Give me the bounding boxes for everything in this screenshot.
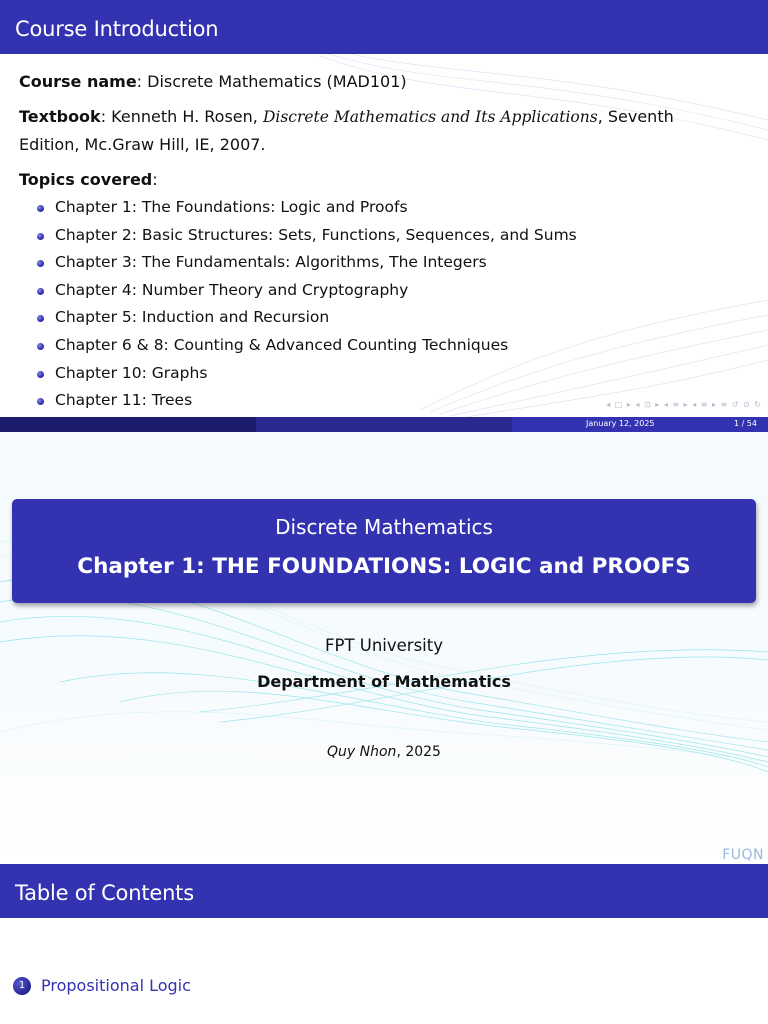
textbook-title: Discrete Mathematics and Its Applications	[262, 108, 598, 126]
frame-title-bar	[0, 864, 768, 918]
navigation-symbols[interactable]: ◂ □ ▸ ◂ ⊡ ▸ ◂ ≡ ▸ ◂ ≡ ▸ ≡ ↺ ⊙ ↻	[606, 400, 762, 409]
topic-text: Chapter 6 & 8: Counting & Advanced Counting Techniques	[55, 335, 509, 354]
topic-text: Chapter 1: The Foundations: Logic and Proofs	[55, 198, 408, 216]
frame-title: Table of Contents	[15, 881, 194, 905]
bullet-icon	[37, 343, 44, 350]
list-item	[19, 194, 759, 222]
bullet-icon	[37, 288, 44, 295]
bullet-icon	[37, 315, 44, 322]
slide-table-of-contents	[0, 864, 768, 1024]
topic-text: Chapter 11: Trees	[55, 391, 193, 410]
topics-label: Topics covered	[19, 170, 153, 189]
list-item	[19, 304, 759, 332]
year: , 2025	[396, 744, 441, 760]
topic-text: Chapter 3: The Fundamentals: Algorithms, The Integers	[55, 253, 487, 272]
topics-list	[19, 194, 759, 415]
list-item	[19, 249, 759, 277]
place-and-date	[0, 744, 768, 760]
institution: FPT University	[325, 636, 443, 655]
textbook-publisher: Edition, Mc.Graw Hill, IE, 2007.	[19, 135, 266, 154]
textbook-edition: , Seventh	[597, 107, 674, 126]
textbook-label: Textbook	[19, 107, 101, 126]
toc-link[interactable]: Propositional Logic	[41, 976, 191, 995]
topic-text: Chapter 10: Graphs	[55, 363, 208, 382]
list-item	[19, 277, 759, 305]
bullet-icon	[37, 398, 44, 405]
list-item	[19, 222, 759, 250]
topic-text: Chapter 2: Basic Structures: Sets, Functions, Sequences, and Sums	[55, 225, 577, 244]
course-name-line	[19, 68, 759, 95]
footline-right	[512, 417, 768, 432]
footline-middle	[256, 417, 512, 432]
place: Quy Nhon	[327, 744, 397, 760]
footer-date: January 12, 2025	[586, 419, 655, 428]
footer-page-number: 1 / 54	[733, 419, 757, 428]
course-name-label: Course name	[19, 72, 137, 91]
list-item	[19, 332, 759, 360]
bullet-icon	[37, 260, 44, 267]
title-block	[12, 499, 756, 603]
bullet-icon	[37, 371, 44, 378]
footline	[0, 417, 768, 432]
textbook-line	[19, 103, 759, 158]
topics-heading	[19, 166, 759, 193]
department: Department of Mathematics	[257, 672, 511, 691]
list-item	[19, 360, 759, 388]
slide-course-introduction	[0, 0, 768, 432]
slide-body	[19, 68, 759, 415]
chapter-title: Chapter 1: THE FOUNDATIONS: LOGIC and PROOFS	[77, 554, 691, 579]
toc-number-badge: 1	[13, 977, 31, 995]
logo-text: FUQN	[722, 847, 764, 863]
slide-chapter-title	[0, 432, 768, 864]
frame-title-bar	[0, 0, 768, 54]
course-name-value: : Discrete Mathematics (MAD101)	[136, 72, 407, 91]
bullet-icon	[37, 233, 44, 240]
topics-colon: :	[152, 170, 158, 189]
textbook-author: : Kenneth H. Rosen,	[100, 107, 263, 126]
topic-text: Chapter 4: Number Theory and Cryptography	[55, 280, 409, 299]
bullet-icon	[37, 205, 44, 212]
course-title: Discrete Mathematics	[275, 515, 493, 539]
footline-left	[0, 417, 256, 432]
toc-item[interactable]	[13, 976, 191, 995]
topic-text: Chapter 5: Induction and Recursion	[55, 308, 330, 327]
frame-title: Course Introduction	[15, 17, 219, 41]
